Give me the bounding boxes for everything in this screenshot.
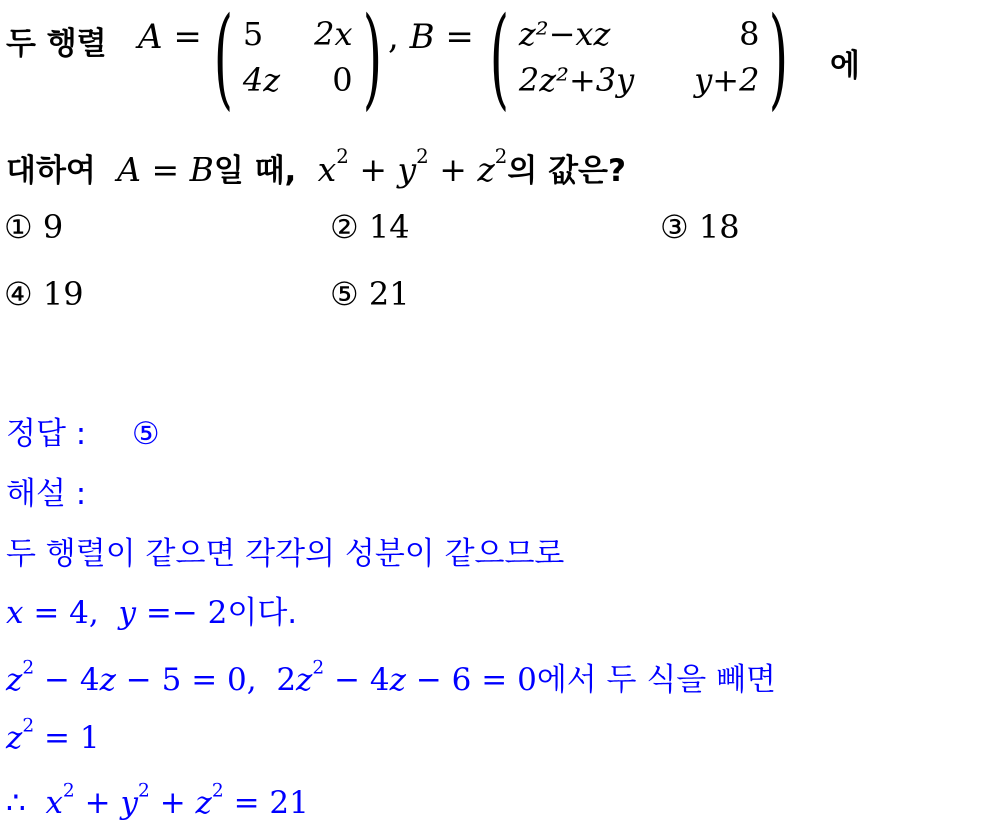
explanation-label: 해설 : xyxy=(6,476,87,512)
equation-a-equals-b: A = B xyxy=(106,150,214,189)
matrix-b-right-paren: ) xyxy=(769,0,789,121)
solution-text-line1: 두 행렬이 같으면 각각의 성분이 같으므로 xyxy=(6,536,565,572)
matrix-A xyxy=(202,0,393,121)
answer-value: ⑤ xyxy=(131,416,160,452)
solution-line-4 xyxy=(6,715,100,756)
solution-final-eq: $x^2 + y^2 + z^2 = 21$ xyxy=(45,780,309,821)
matrix-B xyxy=(478,0,800,121)
matrix-B-label: , B = xyxy=(388,17,474,57)
solution-line-3 xyxy=(6,654,776,699)
matrix-b-cell-12: 8 xyxy=(739,15,760,53)
question-line2-mid: 일 때, xyxy=(213,153,297,189)
choice-4-marker: ④ xyxy=(4,275,33,313)
matrix-A-label: A = xyxy=(138,17,202,57)
question-line-1 xyxy=(6,18,107,63)
expression-sum-squares: $x^2 + y^2 + z^2$ xyxy=(307,145,508,189)
choice-1-value: 9 xyxy=(42,208,64,246)
solution-line2-suffix: 이다. xyxy=(227,595,298,631)
matrix-a-cell-12: 2x xyxy=(314,15,353,53)
choice-5-value: 21 xyxy=(368,275,410,313)
question-line1-suffix: 에 xyxy=(830,48,860,84)
choice-4[interactable] xyxy=(4,275,84,313)
explanation-label-line xyxy=(6,468,86,513)
question-line2-prefix: 대하여 xyxy=(6,153,96,189)
matrix-b-name: B xyxy=(409,17,435,57)
choice-3[interactable] xyxy=(660,208,740,246)
choice-2[interactable] xyxy=(330,208,410,246)
solution-eq-xy: x = 4, y =− 2 xyxy=(6,595,228,631)
matrix-a-right-paren: ) xyxy=(362,0,382,121)
choice-3-marker: ③ xyxy=(660,208,689,246)
matrix-b-cell-22: y+2 xyxy=(694,61,760,99)
question-line-2 xyxy=(6,145,626,190)
matrix-a-left-paren: ( xyxy=(213,0,234,121)
choice-3-value: 18 xyxy=(698,208,740,246)
choice-2-marker: ② xyxy=(330,208,359,246)
solution-line-2 xyxy=(6,587,297,632)
solution-line-5 xyxy=(6,780,309,821)
answer-label: 정답 : xyxy=(6,416,87,452)
answer-line xyxy=(6,408,160,453)
choice-1-marker: ① xyxy=(4,208,33,246)
solution-eq-z: $z^2 - 4z - 5 = 0$, $2z^2 - 4z - 6 = 0$ xyxy=(6,657,537,698)
question-line1-prefix: 두 행렬 xyxy=(6,26,107,62)
matrix-a-cell-11: 5 xyxy=(242,15,264,53)
question-line2-suffix: 의 값은? xyxy=(507,153,626,189)
matrix-b-cell-21: 2z²+3y xyxy=(518,61,635,99)
matrix-a-cell-22: 0 xyxy=(332,61,353,99)
solution-line-1 xyxy=(6,528,564,573)
matrix-a-name: A xyxy=(138,17,163,57)
solution-line3-suffix: 에서 두 식을 빼면 xyxy=(536,662,776,698)
choice-5[interactable] xyxy=(330,275,410,313)
choice-4-value: 19 xyxy=(42,275,84,313)
therefore-symbol: ∴ xyxy=(6,785,46,821)
matrix-b-cell-11: z²−xz xyxy=(518,15,611,53)
matrix-b-left-paren: ( xyxy=(489,0,510,121)
matrix-a-cell-21: 4z xyxy=(242,61,281,99)
choice-5-marker: ⑤ xyxy=(330,275,359,313)
solution-eq-z-squared: $z^2 = 1$ xyxy=(6,715,100,756)
choice-2-value: 14 xyxy=(368,208,410,246)
choice-1[interactable] xyxy=(4,208,63,246)
